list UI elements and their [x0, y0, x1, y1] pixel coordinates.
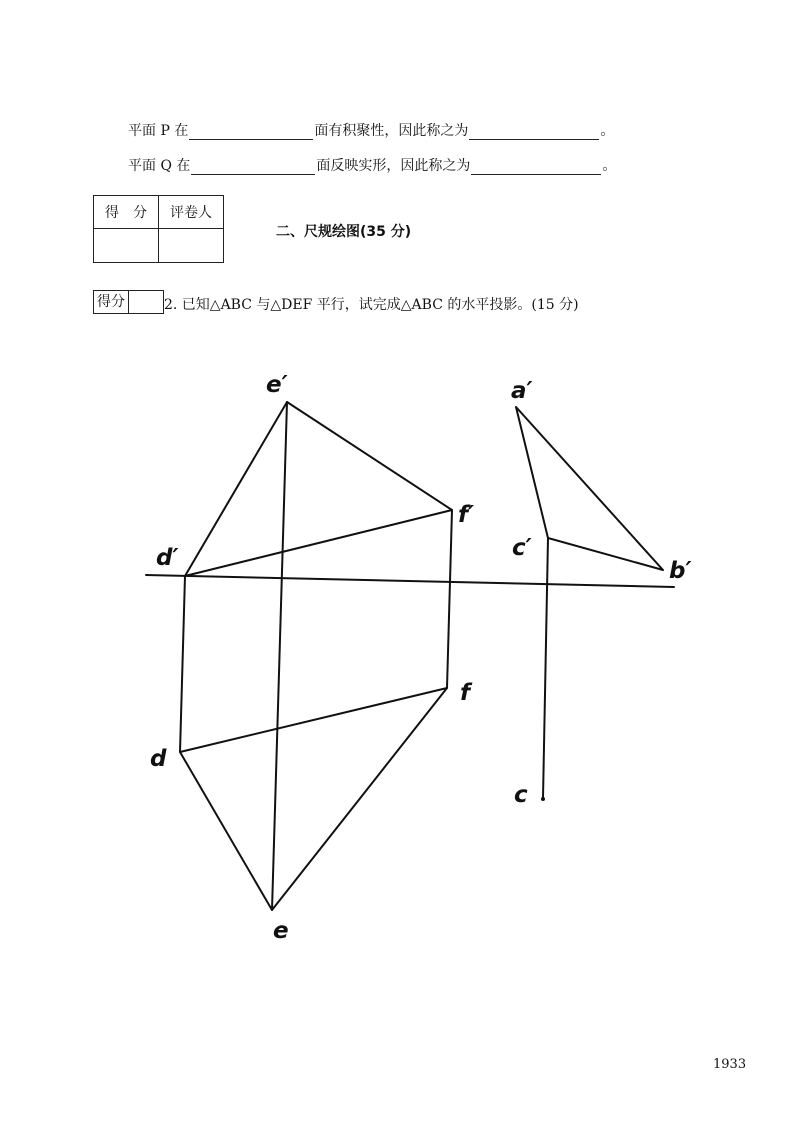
label-c: c [514, 782, 528, 808]
label-f-prime: f′ [458, 502, 475, 528]
fill-line-q-middle: 面反映实形，因此称之为 [316, 158, 471, 174]
projection-line-f [447, 510, 452, 688]
fill-line-p-prefix: 平面 P 在 [128, 123, 189, 139]
grader-header: 评卷人 [159, 196, 224, 229]
score-header: 得 分 [94, 196, 159, 229]
section-title: 二、尺规绘图(35 分) [276, 224, 412, 240]
point-c-dot [541, 797, 545, 801]
projection-line-e [272, 402, 287, 910]
fill-line-p-middle: 面有积聚性，因此称之为 [314, 123, 469, 139]
page-number: 1933 [713, 1057, 747, 1072]
projection-line-d [180, 576, 185, 752]
label-a-prime: a′ [511, 378, 533, 404]
question-text: 2. 已知△ABC 与△DEF 平行，试完成△ABC 的水平投影。(15 分) [164, 297, 579, 313]
label-c-prime: c′ [512, 535, 532, 561]
triangle-def-plan [180, 688, 447, 910]
label-d-prime: d′ [156, 545, 179, 571]
triangle-def-elevation [185, 402, 452, 576]
label-f: f [460, 680, 471, 706]
ox-axis-line [146, 575, 674, 587]
fill-line-q-prefix: 平面 Q 在 [128, 158, 191, 174]
label-d: d [150, 746, 167, 772]
label-e: e [273, 918, 289, 944]
question-score-label: 得分 [94, 291, 129, 313]
fill-line-q-end: 。 [602, 158, 617, 174]
fill-line-p-end: 。 [600, 123, 615, 139]
label-e-prime: e′ [266, 372, 288, 398]
projection-line-c [543, 538, 548, 798]
label-b-prime: b′ [669, 558, 692, 584]
triangle-abc-elevation [516, 407, 663, 570]
